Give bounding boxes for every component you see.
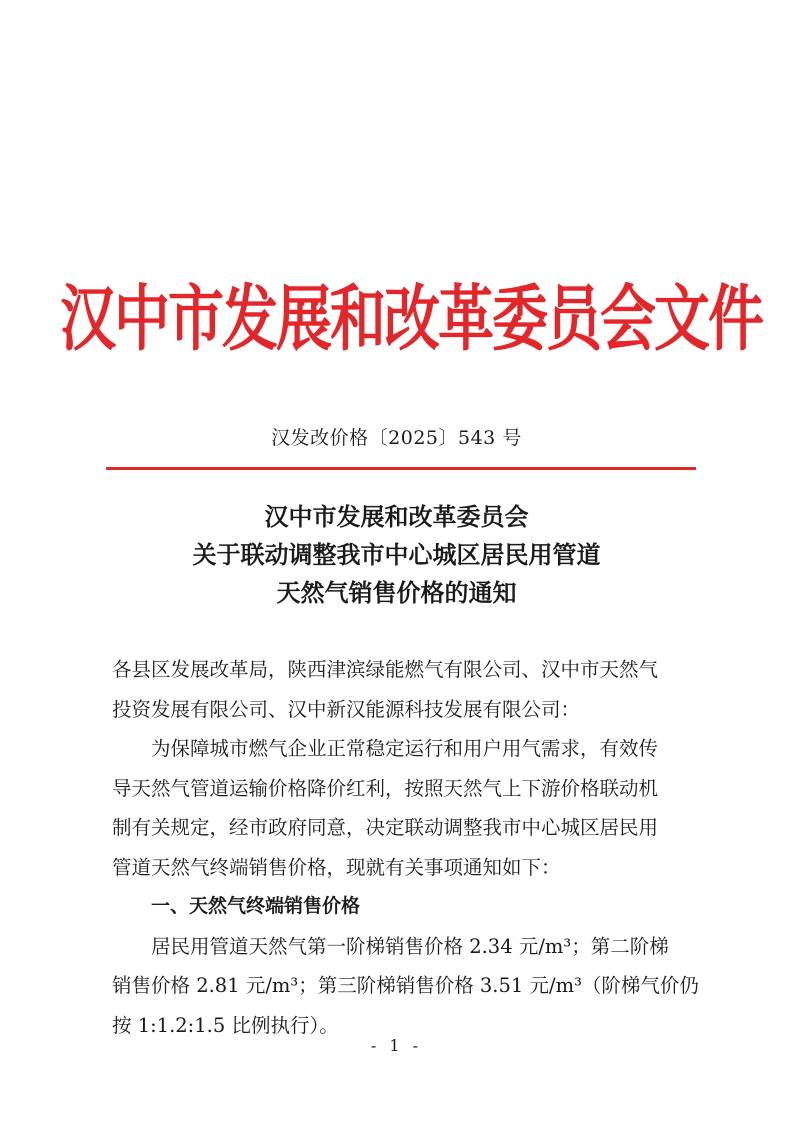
title-line-1: 汉中市发展和改革委员会	[264, 502, 529, 531]
notice-body	[112, 650, 699, 1045]
red-divider-line	[106, 467, 696, 470]
notice-title	[0, 498, 793, 612]
body-line: 为保障城市燃气企业正常稳定运行和用户用气需求，有效传	[151, 737, 659, 760]
section-heading: 一、天然气终端销售价格	[151, 895, 361, 917]
body-line: 按 1:1.2:1.5 比例执行）。	[112, 1013, 339, 1037]
body-line: 制有关规定，经市政府同意，决定联动调整我市中心城区居民用	[112, 816, 659, 839]
page-number: - 1 -	[370, 1036, 423, 1055]
body-line: 管道天然气终端销售价格，现就有关事项通知如下：	[112, 855, 561, 879]
body-line: 销售价格 2.81 元/m³；第三阶梯销售价格 3.51 元/m³（阶梯气价仍	[112, 974, 699, 997]
document-number: 汉发改价格〔2025〕543 号	[271, 427, 522, 449]
body-line: 各县区发展改革局，陕西津滨绿能燃气有限公司、汉中市天然气	[112, 658, 659, 681]
masthead-title: 汉中市发展和改革委员会文件	[60, 276, 762, 362]
title-line-2: 关于联动调整我市中心城区居民用管道	[192, 540, 601, 569]
body-line: 导天然气管道运输价格降价红利，按照天然气上下游价格联动机	[112, 776, 659, 800]
title-line-3: 天然气销售价格的通知	[276, 578, 517, 607]
body-line: 投资发展有限公司、汉中新汉能源科技发展有限公司：	[112, 697, 581, 721]
body-line: 居民用管道天然气第一阶梯销售价格 2.34 元/m³；第二阶梯	[151, 934, 669, 958]
